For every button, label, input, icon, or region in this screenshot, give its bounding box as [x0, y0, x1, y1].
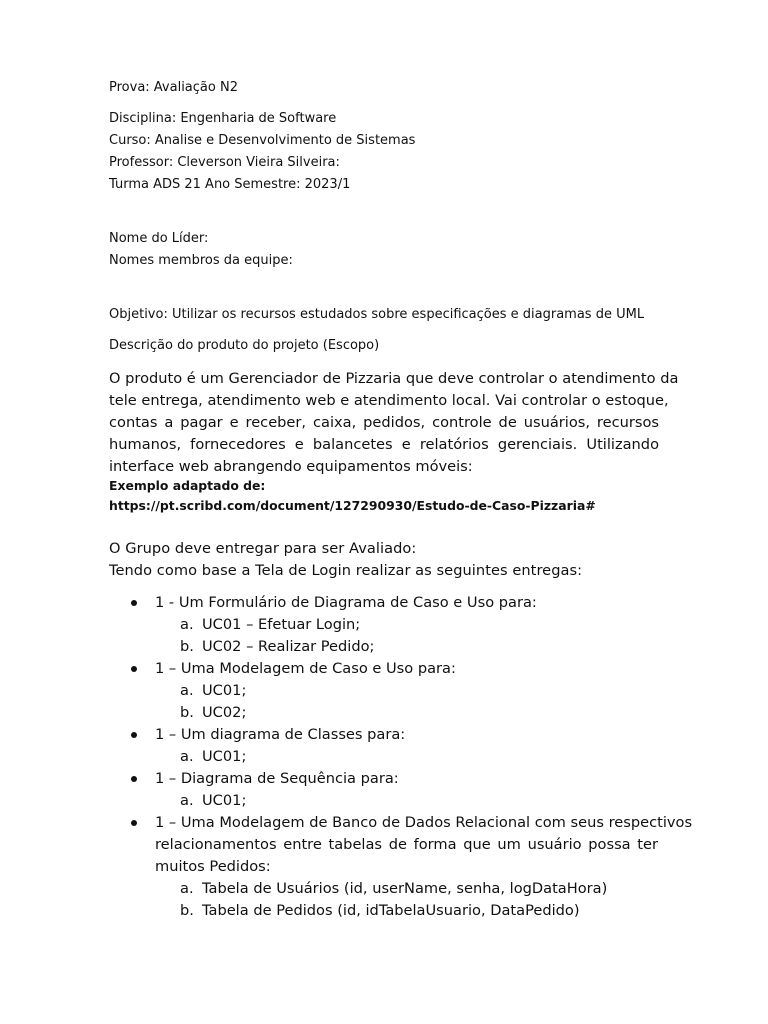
- descricao-line: humanos, fornecedores e balancetes e relatórios gerenciais. Utilizando: [109, 436, 659, 453]
- sub-item-letter: b.: [180, 902, 194, 919]
- descricao-line: contas a pagar e receber, caixa, pedidos, controle de usuários, recursos: [109, 414, 659, 431]
- sub-item-letter: a.: [180, 880, 194, 897]
- exemplo-label: Exemplo adaptado de:: [109, 478, 266, 493]
- descricao-line: O produto é um Gerenciador de Pizzaria que deve controlar o atendimento da: [109, 370, 679, 387]
- curso-line: Curso: Analise e Desenvolvimento de Sistemas: [109, 133, 416, 148]
- descricao-paragraph: [109, 368, 679, 478]
- exemplo-url[interactable]: https://pt.scribd.com/document/127290930/Estudo-de-Caso-Pizzaria#: [109, 498, 596, 513]
- professor-line: Professor: Cleverson Vieira Silveira:: [109, 155, 340, 170]
- sub-item-text: UC01;: [202, 682, 247, 699]
- bullet-icon: [131, 820, 137, 826]
- sub-item-text: UC01;: [202, 748, 247, 765]
- sub-item-letter: a.: [180, 748, 194, 765]
- bullet-icon: [131, 776, 137, 782]
- disciplina-line: Disciplina: Engenharia de Software: [109, 111, 337, 126]
- sub-item-letter: a.: [180, 616, 194, 633]
- sub-item-letter: b.: [180, 638, 194, 655]
- sub-item-letter: b.: [180, 704, 194, 721]
- list-item-text: relacionamentos entre tabelas de forma que um usuário possa ter: [155, 836, 658, 853]
- sub-item-text: Tabela de Usuários (id, userName, senha, logDataHora): [202, 880, 608, 897]
- prova-line: Prova: Avaliação N2: [109, 80, 238, 95]
- bullet-icon: [131, 666, 137, 672]
- descricao-title: Descrição do produto do projeto (Escopo): [109, 338, 380, 353]
- bullet-icon: [131, 732, 137, 738]
- list-item-text: muitos Pedidos:: [155, 858, 271, 875]
- sub-item-text: UC02 – Realizar Pedido;: [202, 638, 375, 655]
- turma-line: Turma ADS 21 Ano Semestre: 2023/1: [109, 177, 351, 192]
- sub-item-letter: a.: [180, 682, 194, 699]
- list-item-text: 1 – Uma Modelagem de Caso e Uso para:: [155, 660, 456, 677]
- objetivo-line: Objetivo: Utilizar os recursos estudados sobre especificações e diagramas de UML: [109, 307, 645, 322]
- descricao-line: tele entrega, atendimento web e atendimento local. Vai controlar o estoque,: [109, 392, 669, 409]
- membros-line: Nomes membros da equipe:: [109, 253, 293, 268]
- sub-item-text: Tabela de Pedidos (id, idTabelaUsuario, DataPedido): [202, 902, 580, 919]
- sub-item-letter: a.: [180, 792, 194, 809]
- list-item-text: 1 – Diagrama de Sequência para:: [155, 770, 399, 787]
- list-item-text: 1 - Um Formulário de Diagrama de Caso e Uso para:: [155, 594, 537, 611]
- list-item-text: 1 – Uma Modelagem de Banco de Dados Relacional com seus respectivos: [155, 814, 693, 831]
- sub-item-text: UC01;: [202, 792, 247, 809]
- bullet-icon: [131, 600, 137, 606]
- descricao-line: interface web abrangendo equipamentos móveis:: [109, 458, 473, 475]
- list-item-paragraph: [155, 812, 693, 878]
- sub-item-text: UC02;: [202, 704, 247, 721]
- sub-item-text: UC01 – Efetuar Login;: [202, 616, 361, 633]
- list-item-text: 1 – Um diagrama de Classes para:: [155, 726, 406, 743]
- grupo-line-2: Tendo como base a Tela de Login realizar as seguintes entregas:: [109, 562, 583, 579]
- grupo-line-1: O Grupo deve entregar para ser Avaliado:: [109, 540, 417, 557]
- lider-line: Nome do Líder:: [109, 231, 209, 246]
